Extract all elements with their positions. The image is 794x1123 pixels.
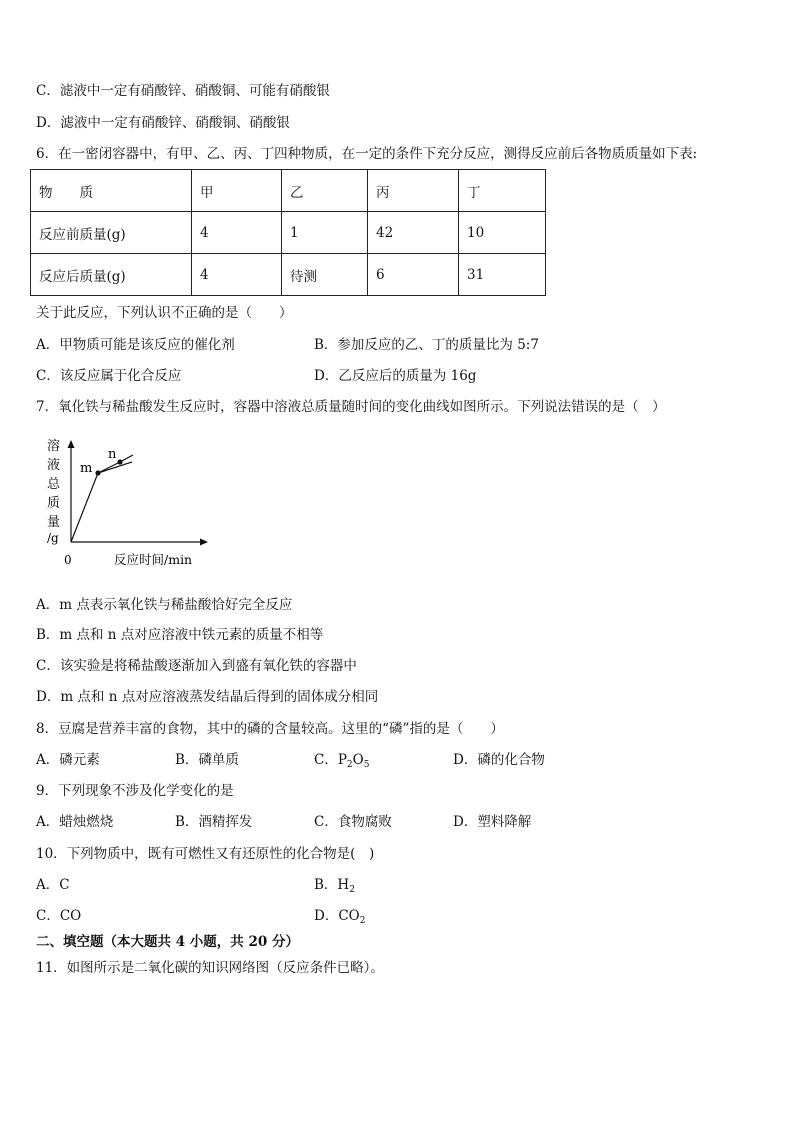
q10-option-b bbox=[314, 876, 355, 894]
q10-stem: 10．下列物质中，既有可燃性又有还原性的化合物是( ) bbox=[36, 846, 375, 862]
table-cell: 待测 bbox=[282, 254, 368, 296]
table-cell: 10 bbox=[459, 212, 546, 254]
subscript: 2 bbox=[349, 885, 355, 895]
y-axis-label-char: 量 bbox=[47, 515, 61, 530]
subscript: 2 bbox=[359, 916, 366, 926]
q8-option-d: D．磷的化合物 bbox=[453, 752, 545, 768]
q6-stem: 6．在一密闭容器中，有甲、乙、丙、丁四种物质，在一定的条件下充分反应，测得反应前后各物质质量如下表: bbox=[36, 146, 698, 162]
table-cell: 1 bbox=[282, 212, 368, 254]
table-cell: 4 bbox=[192, 254, 282, 296]
y-axis-label-char: /g bbox=[47, 531, 59, 545]
q10-option-a: A．C bbox=[36, 877, 70, 893]
q9-stem: 9．下列现象不涉及化学变化的是 bbox=[36, 783, 234, 799]
formula-part: C．P bbox=[314, 752, 347, 768]
q8-stem: 8．豆腐是营养丰富的食物，其中的磷的含量较高。这里的“磷”指的是（ ） bbox=[36, 721, 504, 737]
table-row bbox=[31, 212, 546, 254]
q11-stem: 11．如图所示是二氧化碳的知识网络图（反应条件已略）。 bbox=[36, 960, 384, 976]
q8-option-b: B．磷单质 bbox=[175, 752, 239, 768]
q8-option-c bbox=[314, 751, 369, 769]
q7-option-d: D．m 点和 n 点对应溶液蒸发结晶后得到的固体成分相同 bbox=[36, 689, 379, 705]
y-axis-label-char: 质 bbox=[47, 496, 61, 511]
q6-option-c: C．该反应属于化合反应 bbox=[36, 368, 182, 384]
subscript: 2 bbox=[346, 760, 353, 770]
formula-part: D．CO bbox=[314, 908, 360, 924]
y-axis-label-char: 溶 bbox=[47, 439, 61, 454]
table-cell: 6 bbox=[368, 254, 459, 296]
point-n bbox=[117, 459, 122, 464]
q7-mass-time-graph bbox=[40, 432, 220, 577]
x-axis-label: 反应时间/min bbox=[114, 552, 193, 567]
y-axis-arrow bbox=[68, 440, 75, 448]
q9-option-d: D．塑料降解 bbox=[453, 814, 532, 830]
table-header-cell: 物 质 bbox=[31, 170, 192, 212]
q6-option-a: A．甲物质可能是该反应的催化剂 bbox=[36, 337, 235, 353]
table-header-cell: 甲 bbox=[192, 170, 282, 212]
table-cell: 31 bbox=[459, 254, 546, 296]
x-axis-arrow bbox=[200, 539, 208, 546]
table-cell: 42 bbox=[368, 212, 459, 254]
table-cell: 反应前质量(g) bbox=[31, 212, 192, 254]
q6-option-b: B．参加反应的乙、丁的质量比为 5:7 bbox=[314, 337, 539, 353]
q6-mass-table bbox=[30, 169, 546, 296]
formula-part: B．H bbox=[314, 877, 350, 893]
q6-prompt: 关于此反应，下列认识不正确的是（ ） bbox=[36, 305, 293, 321]
table-header-cell: 丙 bbox=[368, 170, 459, 212]
q9-option-b: B．酒精挥发 bbox=[175, 814, 253, 830]
point-n-label: n bbox=[108, 447, 117, 462]
table-cell: 4 bbox=[192, 212, 282, 254]
table-header-cell: 丁 bbox=[459, 170, 546, 212]
y-axis-label-char: 总 bbox=[47, 477, 61, 492]
table-row bbox=[31, 254, 546, 296]
table-cell: 反应后质量(g) bbox=[31, 254, 192, 296]
q7-option-c: C．该实验是将稀盐酸逐渐加入到盛有氧化铁的容器中 bbox=[36, 658, 357, 674]
formula-part: O bbox=[352, 752, 364, 768]
q9-option-a: A．蜡烛燃烧 bbox=[36, 814, 114, 830]
q9-option-c: C．食物腐败 bbox=[314, 814, 392, 830]
q8-option-a: A．磷元素 bbox=[36, 752, 100, 768]
q5-option-c: C．滤液中一定有硝酸锌、硝酸铜、可能有硝酸银 bbox=[36, 83, 330, 99]
point-m-label: m bbox=[80, 461, 93, 476]
table-row bbox=[31, 170, 546, 212]
point-m bbox=[95, 470, 100, 475]
q7-option-b: B．m 点和 n 点对应溶液中铁元素的质量不相等 bbox=[36, 627, 324, 643]
q7-option-a: A．m 点表示氧化铁与稀盐酸恰好完全反应 bbox=[36, 597, 293, 613]
q5-option-d: D．滤液中一定有硝酸锌、硝酸铜、硝酸银 bbox=[36, 115, 290, 131]
subscript: 5 bbox=[363, 760, 370, 770]
table-header-cell: 乙 bbox=[282, 170, 368, 212]
q10-option-c: C．CO bbox=[36, 908, 82, 924]
q7-stem: 7．氧化铁与稀盐酸发生反应时，容器中溶液总质量随时间的变化曲线如图所示。下列说法错误的是（ ） bbox=[36, 399, 666, 415]
origin-label: 0 bbox=[64, 553, 72, 567]
q10-option-d bbox=[314, 907, 365, 925]
y-axis-label-char: 液 bbox=[47, 458, 61, 473]
section-title: 二、填空题（本大题共 4 小题，共 20 分） bbox=[36, 934, 299, 950]
q6-option-d: D．乙反应后的质量为 16g bbox=[314, 368, 477, 384]
